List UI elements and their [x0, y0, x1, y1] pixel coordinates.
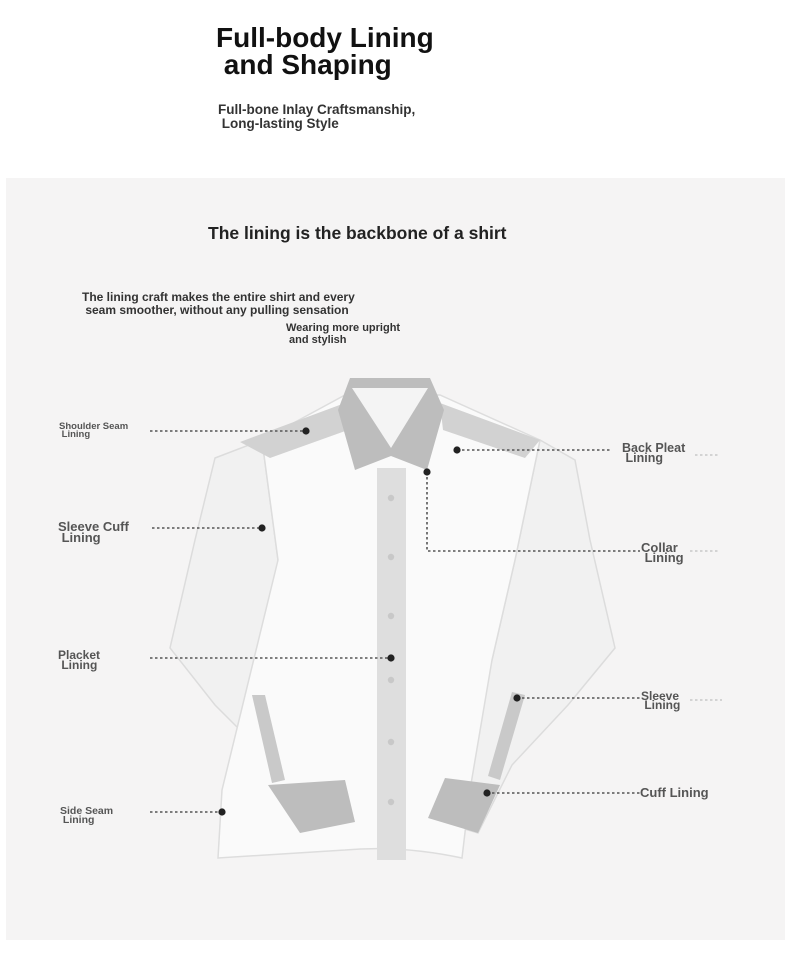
intro-text: The lining craft makes the entire shirt and every seam smoother, without any pulling sensation [82, 290, 355, 317]
label-back-pleat-lining: Back Pleat Lining [622, 441, 686, 465]
label-collar-lining: Collar Lining [641, 540, 684, 565]
label-shoulder-seam-lining: Shoulder Seam Lining [59, 421, 129, 440]
button [388, 677, 394, 683]
label-sleeve-lining: Sleeve Lining [641, 689, 681, 712]
label-cuff-lining: Cuff Lining [640, 785, 709, 800]
upright-note: Wearing more upright and stylish [286, 322, 401, 346]
button [388, 613, 394, 619]
dot-sleeve [513, 694, 520, 701]
dot-sleeve-cuff [258, 524, 265, 531]
button [388, 799, 394, 805]
dot-collar [423, 468, 430, 475]
label-sleeve-cuff-lining: Sleeve Cuff Lining [58, 519, 129, 545]
label-side-seam-lining: Side Seam Lining [60, 805, 114, 826]
dot-back-pleat [453, 446, 460, 453]
dot-placket [387, 654, 394, 661]
button [388, 495, 394, 501]
button [388, 739, 394, 745]
dot-side-seam [218, 808, 225, 815]
page-subtitle: Full-bone Inlay Craftsmanship, Long-lasting Style [218, 102, 416, 131]
label-placket-lining: Placket Lining [58, 648, 101, 672]
section-heading: The lining is the backbone of a shirt [208, 223, 507, 243]
button [388, 554, 394, 560]
dot-shoulder-seam [302, 427, 309, 434]
page-title: Full-body Lining and Shaping [216, 22, 434, 80]
dot-cuff [483, 789, 490, 796]
